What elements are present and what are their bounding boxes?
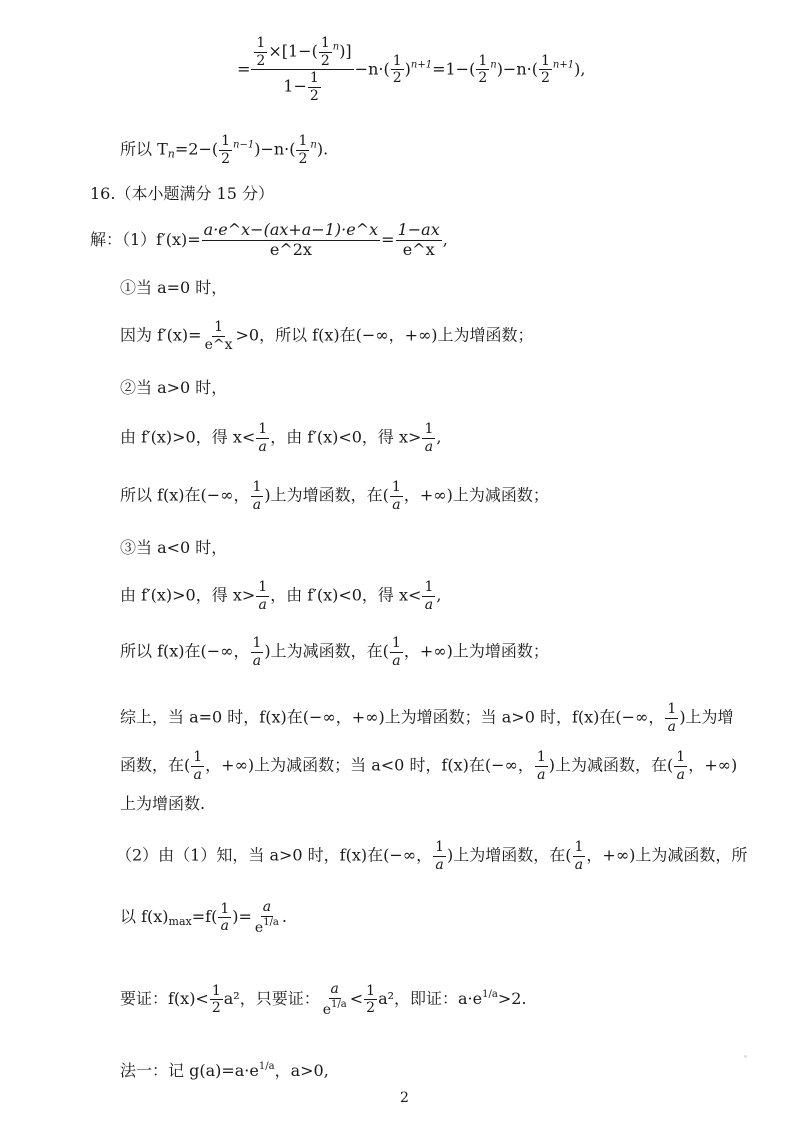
case3-conclusion: 所以 f(x)在(−∞， $\frac{1}{a}$ )上为减函数，在( $\frac{1}{a}$ ，+∞)上为增函数； xyxy=(120,635,549,669)
method1-line: 法一：记 $g(a)=a\cdot e^{1/a}$，a>0, xyxy=(120,1061,329,1080)
prove-line: 要证：f(x)< $\frac{1}{2}$ a²，只要证： $\frac{a}{e^{1/a}}$ < $\frac{1}{2}$ a²，即证：$a\cdot e^{1/a}>2$. xyxy=(120,981,527,1018)
case3-heading: ③当 a<0 时， xyxy=(120,538,228,557)
summary-line-2: 函数，在( $\frac{1}{a}$ ，+∞)上为减函数；当 a<0 时，f(x)在(−∞， $\frac{1}{a}$ )上为减函数，在( $\frac{1}{a}$ ，+∞) xyxy=(120,749,738,783)
tn-result: 所以 $T_n=2-$( $\frac{1}{2}$ $^{n-1}$)−n·( $\frac{1}{2}$ $^n$). xyxy=(120,133,329,167)
case3-solve: 由 f′(x)>0，得 x> $\frac{1}{a}$ ，由 f′(x)<0，得 x< $\frac{1}{a}$ , xyxy=(120,579,442,613)
case2-heading: ②当 a>0 时， xyxy=(120,378,228,397)
big-fraction: $\frac{1}{2}$ ×[1−( $\frac{1}{2}$ $^n$)] 1− $\frac{1}{2}$ xyxy=(251,36,353,104)
scan-speck xyxy=(744,1055,747,1058)
part2-line-1: （2）由（1）知，当 a>0 时，f(x)在(−∞， $\frac{1}{a}$ )上为增函数，在( $\frac{1}{a}$ ，+∞)上为减函数，所 xyxy=(116,839,748,873)
case2-solve: 由 f′(x)>0，得 x< $\frac{1}{a}$ ，由 f′(x)<0，得 x> $\frac{1}{a}$ , xyxy=(120,421,442,455)
derivative-line: 解：（1）f′(x)= $\frac{a\cdot e\^{}x-(ax+a-1)\cdot e\^{}x}{e\^{}2x}$ = $\frac{1-ax}{e\^{}x}$ , xyxy=(90,220,448,259)
case1-heading: ①当 a=0 时， xyxy=(120,278,228,297)
tn-expression: = $\frac{1}{2}$ ×[1−( $\frac{1}{2}$ $^n$)] 1− $\frac{1}{2}$ −n·( $\frac{1}{2}$ )$^{n+1}$=1−( $\frac{1}{2}$ $^n$)−n·( $\frac{1}{2}$ $^{n+1}$), xyxy=(237,35,586,105)
case1-body: 因为 f′(x)= $\frac{1}{e\^{}x}$ >0，所以 f(x)在(−∞，+∞)上为增函数； xyxy=(120,319,534,353)
case2-conclusion: 所以 f(x)在(−∞， $\frac{1}{a}$ )上为增函数，在( $\frac{1}{a}$ ，+∞)上为减函数； xyxy=(120,479,549,513)
page-number: 2 xyxy=(400,1090,409,1106)
summary-line-3: 上为增函数. xyxy=(120,794,206,813)
part2-line-2: 以 $f(x)_{max}=f$( $\frac{1}{a}$ )= $\frac{a}{e^{1/a}}$ . xyxy=(120,899,287,936)
summary-line-1: 综上，当 a=0 时，f(x)在(−∞，+∞)上为增函数；当 a>0 时，f(x)在(−∞， $\frac{1}{a}$ )上为增 xyxy=(120,701,734,735)
problem-heading: 16.（本小题满分 15 分） xyxy=(90,184,274,203)
equals-sign: = xyxy=(237,59,251,79)
